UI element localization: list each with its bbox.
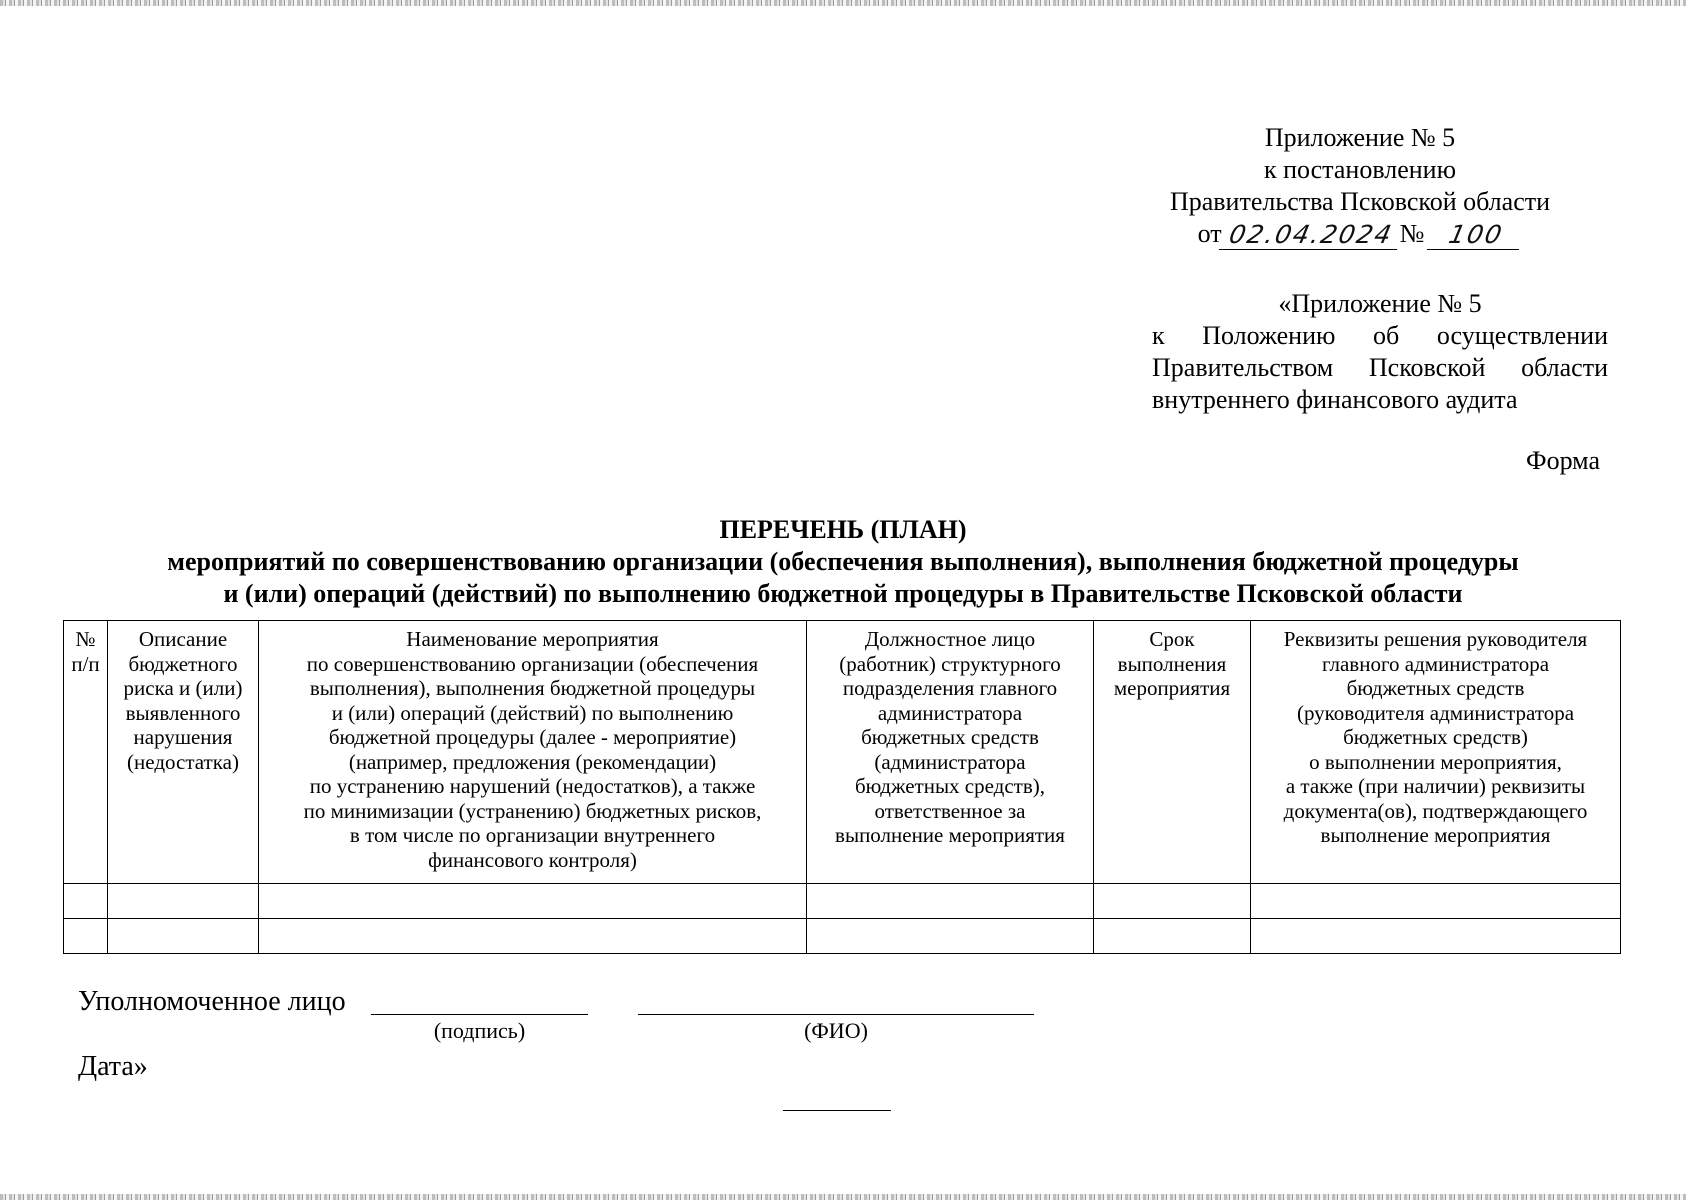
header-text-line: Срок — [1149, 627, 1195, 651]
header-text-line: (работник) структурного — [839, 651, 1061, 676]
table-cell — [1094, 919, 1251, 954]
header-text-line: (например, предложения (рекомендации) — [348, 749, 717, 774]
header-text-line: п/п — [71, 651, 100, 676]
handwritten-date: 02.04.2024 — [1219, 221, 1403, 250]
table-row — [64, 884, 1621, 919]
header-text-line: бюджетных средств — [1346, 676, 1525, 700]
annex-regulation-line-2: к Положению об осуществлении — [1152, 321, 1608, 350]
annex-line-1: Приложение № 5 — [1264, 123, 1456, 152]
header-text-line: и (или) операций (действий) по выполнению — [331, 700, 734, 725]
signature-hint: (подпись) — [433, 1018, 526, 1043]
header-text-line: риска и (или) — [123, 676, 243, 700]
table-cell — [108, 884, 259, 919]
closing-line — [783, 1100, 891, 1111]
annex-regulation-line-1: «Приложение № 5 — [1278, 289, 1482, 318]
header-text-line: подразделения главного — [842, 676, 1058, 700]
header-text-line: а также (при наличии) реквизиты — [1285, 774, 1586, 798]
header-text-line: выполнение мероприятия — [1320, 823, 1551, 847]
form-label: Форма — [1526, 446, 1600, 475]
signature-line — [371, 986, 588, 1015]
date-prefix: от — [1197, 219, 1222, 248]
header-text-line: бюджетных средств), — [854, 774, 1046, 798]
header-measure-name — [259, 621, 807, 884]
title-line-3: и (или) операций (действий) по выполнению бюджетной процедуры в Правительстве Псковской области — [223, 579, 1463, 608]
header-text-line: документа(ов), подтверждающего — [1283, 798, 1588, 823]
date-label: Дата» — [78, 1051, 148, 1082]
header-text-line: Реквизиты решения руководителя — [1283, 627, 1588, 651]
table-cell — [259, 919, 807, 954]
header-text-line: по минимизации (устранению) бюджетных рисков, — [303, 798, 762, 823]
annex-line-2: к постановлению — [1263, 155, 1457, 184]
number-prefix: № — [1399, 219, 1425, 248]
table-cell — [1251, 884, 1621, 919]
header-text-line: бюджетной процедуры (далее - мероприятие) — [328, 725, 737, 749]
annex-regulation-header — [1152, 288, 1608, 416]
full-name-hint: (ФИО) — [804, 1018, 868, 1043]
table-row — [64, 919, 1621, 954]
header-responsible-official — [807, 621, 1094, 884]
header-text-line: (недостатка) — [127, 749, 239, 774]
authorized-person-label: Уполномоченное лицо — [78, 986, 346, 1017]
header-text-line: о выполнении мероприятия, — [1309, 749, 1562, 774]
header-text-line: в том числе по организации внутреннего — [349, 823, 716, 847]
table-cell — [1251, 919, 1621, 954]
document-title — [60, 514, 1626, 610]
table-cell — [64, 919, 108, 954]
handwritten-number: 100 — [1427, 221, 1525, 250]
header-text-line: Наименование мероприятия — [406, 627, 659, 651]
title-line-2: мероприятий по совершенствованию организации (обеспечения выполнения), выполнения бюджетной процедуры — [167, 547, 1519, 576]
table-cell — [108, 919, 259, 954]
header-text-line: главного администратора — [1321, 651, 1550, 676]
header-text-line: бюджетного — [128, 651, 238, 676]
table-cell — [807, 884, 1094, 919]
table-cell — [1094, 884, 1251, 919]
full-name-line — [638, 986, 1034, 1015]
header-text-line: по устранению нарушений (недостатков), а также — [309, 774, 756, 798]
header-text-line: ответственное за — [874, 798, 1026, 823]
header-text-line: выявленного — [125, 700, 241, 725]
annex-regulation-line-3: Правительством Псковской области — [1152, 353, 1608, 382]
header-number — [64, 621, 108, 884]
table-header-row — [64, 621, 1621, 884]
header-text-line: Должностное лицо — [864, 627, 1036, 651]
annex-line-3: Правительства Псковской области — [1169, 187, 1551, 216]
annex-header — [1150, 122, 1570, 250]
header-text-line: (руководителя администратора — [1296, 700, 1575, 725]
plan-table — [63, 620, 1621, 954]
header-text-line: по совершенствованию организации (обеспечения — [306, 651, 759, 676]
annex-date-line — [1150, 218, 1570, 250]
table-cell — [259, 884, 807, 919]
header-risk-description — [108, 621, 259, 884]
table-cell — [807, 919, 1094, 954]
header-text-line: мероприятия — [1113, 676, 1231, 700]
header-text-line: бюджетных средств) — [1343, 725, 1528, 749]
annex-regulation-line-4: внутреннего финансового аудита — [1152, 385, 1518, 414]
header-text-line: нарушения — [133, 725, 233, 749]
header-text-line: выполнения), выполнения бюджетной процедуры — [309, 676, 756, 700]
header-text-line: (администратора — [874, 749, 1026, 774]
table-cell — [64, 884, 108, 919]
header-decision-details — [1251, 621, 1621, 884]
header-text-line: бюджетных средств — [861, 725, 1039, 749]
header-text-line: финансового контроля) — [428, 847, 637, 872]
title-line-1: ПЕРЕЧЕНЬ (ПЛАН) — [719, 515, 967, 544]
header-deadline — [1094, 621, 1251, 884]
header-text-line: Описание — [138, 627, 228, 651]
header-text-line: администратора — [877, 700, 1023, 725]
header-text-line: выполнение мероприятия — [835, 823, 1065, 847]
scan-edge-bottom — [0, 1194, 1686, 1200]
scan-edge-top — [0, 0, 1686, 6]
header-text-line: выполнения — [1117, 651, 1227, 676]
header-text-line: № — [75, 627, 96, 651]
